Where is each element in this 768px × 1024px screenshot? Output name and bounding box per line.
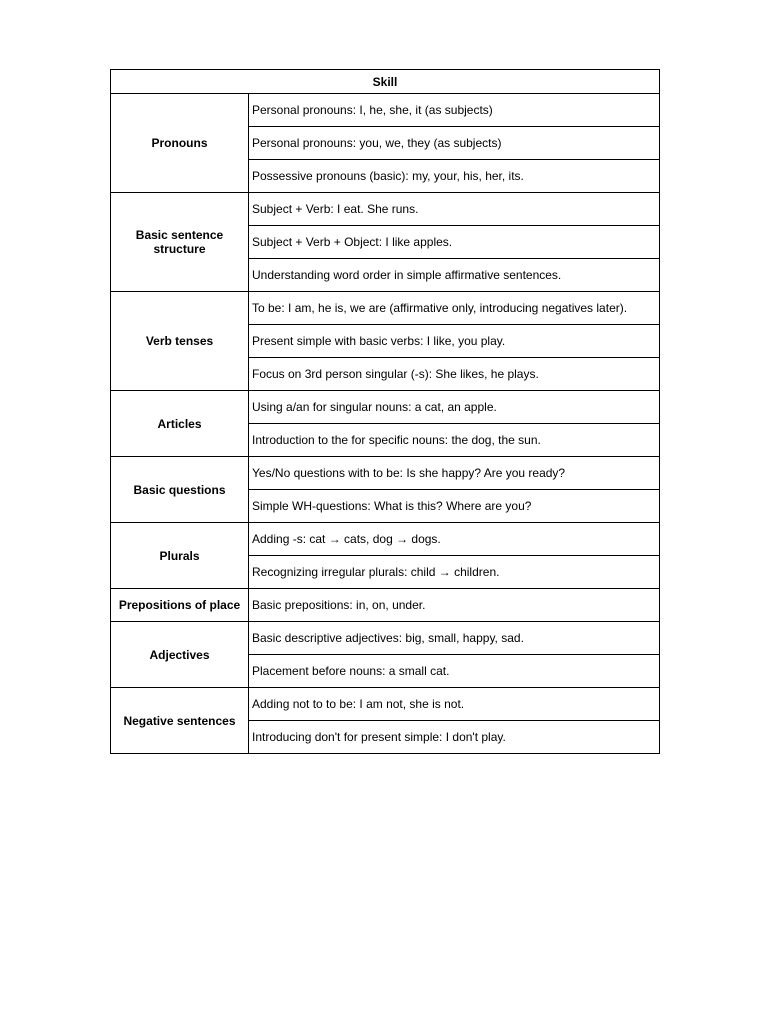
table-row: [111, 688, 660, 721]
skill-detail-cell: Focus on 3rd person singular (-s): She likes, he plays.: [249, 358, 660, 391]
category-cell: Negative sentences: [111, 688, 249, 754]
table-header: [111, 70, 660, 94]
skill-detail-cell: Personal pronouns: I, he, she, it (as subjects): [249, 94, 660, 127]
skill-detail-cell: Basic descriptive adjectives: big, small, happy, sad.: [249, 622, 660, 655]
skill-detail-cell: Basic prepositions: in, on, under.: [249, 589, 660, 622]
skill-detail-cell: Simple WH-questions: What is this? Where are you?: [249, 490, 660, 523]
table-row: [111, 193, 660, 226]
table-row: [111, 94, 660, 127]
category-cell: Pronouns: [111, 94, 249, 193]
skill-detail-cell: Placement before nouns: a small cat.: [249, 655, 660, 688]
skill-table: [110, 69, 660, 754]
skill-detail-cell: Adding -s: cat → cats, dog → dogs.: [249, 523, 660, 556]
table-row: [111, 523, 660, 556]
skill-detail-cell: Possessive pronouns (basic): my, your, his, her, its.: [249, 160, 660, 193]
table-row: [111, 457, 660, 490]
skill-detail-cell: To be: I am, he is, we are (affirmative only, introducing negatives later).: [249, 292, 660, 325]
table-row: [111, 622, 660, 655]
header-row: [111, 70, 660, 94]
table-row: [111, 391, 660, 424]
skill-detail-cell: Recognizing irregular plurals: child → children.: [249, 556, 660, 589]
skill-detail-cell: Adding not to to be: I am not, she is not.: [249, 688, 660, 721]
category-cell: Plurals: [111, 523, 249, 589]
table-row: [111, 589, 660, 622]
table-row: [111, 292, 660, 325]
table-body: [111, 94, 660, 754]
category-cell: Adjectives: [111, 622, 249, 688]
category-cell: Basic sentence structure: [111, 193, 249, 292]
skill-detail-cell: Using a/an for singular nouns: a cat, an apple.: [249, 391, 660, 424]
category-cell: Articles: [111, 391, 249, 457]
skill-detail-cell: Present simple with basic verbs: I like, you play.: [249, 325, 660, 358]
skill-detail-cell: Subject + Verb: I eat. She runs.: [249, 193, 660, 226]
skill-detail-cell: Yes/No questions with to be: Is she happy? Are you ready?: [249, 457, 660, 490]
skill-detail-cell: Subject + Verb + Object: I like apples.: [249, 226, 660, 259]
category-cell: Verb tenses: [111, 292, 249, 391]
skill-detail-cell: Personal pronouns: you, we, they (as subjects): [249, 127, 660, 160]
skill-header: Skill: [111, 70, 660, 94]
skill-detail-cell: Understanding word order in simple affirmative sentences.: [249, 259, 660, 292]
category-cell: Prepositions of place: [111, 589, 249, 622]
skill-detail-cell: Introduction to the for specific nouns: the dog, the sun.: [249, 424, 660, 457]
category-cell: Basic questions: [111, 457, 249, 523]
skill-detail-cell: Introducing don't for present simple: I don't play.: [249, 721, 660, 754]
